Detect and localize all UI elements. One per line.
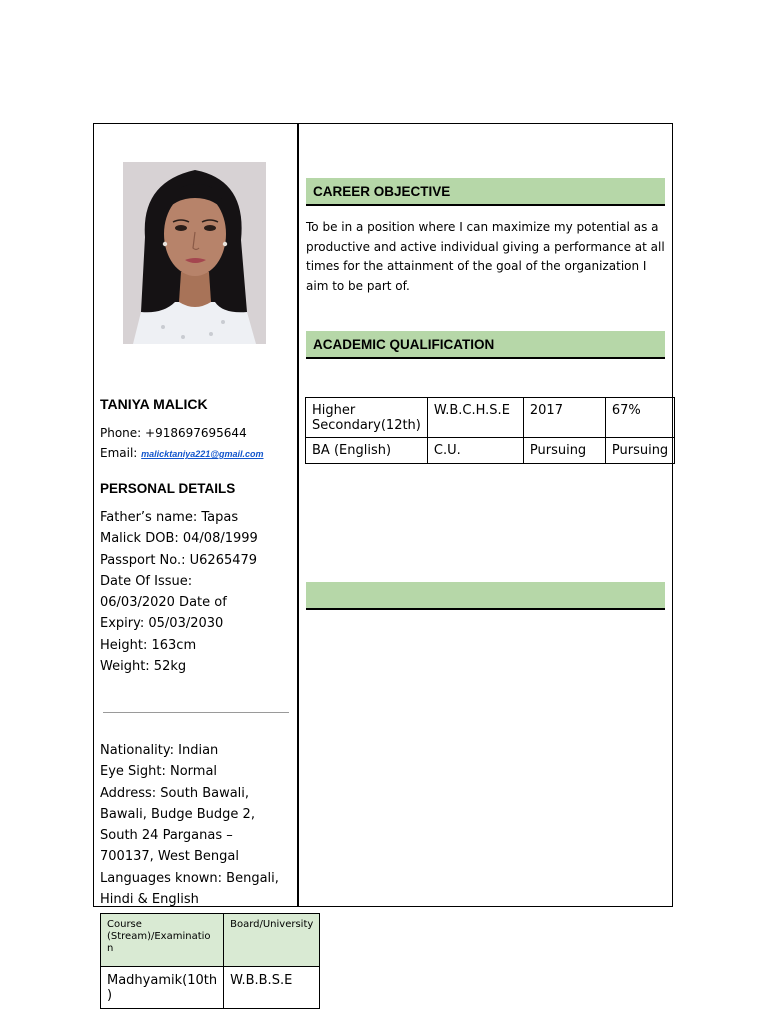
personal-line: Address: South Bawali, (100, 785, 250, 801)
table-cell: Madhyamik(10th ) (101, 967, 224, 1009)
table-cell: BA (English) (306, 438, 428, 464)
table-header-cell: Course (Stream)/Examinatio n (101, 914, 224, 967)
personal-details-block-2 (100, 740, 290, 910)
column-divider (297, 123, 299, 907)
career-objective-header (306, 178, 665, 206)
table-cell: W.B.B.S.E (224, 967, 320, 1009)
table-header-cell: Board/University (224, 914, 320, 967)
personal-details-title: PERSONAL DETAILS (100, 481, 236, 496)
academic-qualification-header (306, 331, 665, 359)
table-cell: Pursuing (523, 438, 605, 464)
personal-details-block (100, 507, 290, 677)
personal-line: 700137, West Bengal (100, 849, 239, 865)
table-cell: C.U. (427, 438, 523, 464)
personal-line: Malick DOB: 04/08/1999 (100, 531, 258, 547)
career-objective-title: CAREER OBJECTIVE (313, 184, 451, 199)
email-row (100, 446, 264, 460)
personal-line: Eye Sight: Normal (100, 764, 218, 780)
table-cell: Higher Secondary(12th) (306, 398, 428, 438)
table-row (306, 398, 675, 438)
personal-line: Father’s name: Tapas (100, 510, 239, 525)
personal-line: Height: 163cm (100, 637, 197, 653)
personal-line: Hindi & English (100, 892, 199, 908)
career-objective-text: To be in a position where I can maximize my potential as a productive and active individual giving a performance at all times for the attainment of the goal of the organization I aim to be part of. (306, 220, 665, 293)
secondary-education-table (100, 913, 320, 1009)
academic-table (305, 397, 675, 464)
table-row (101, 967, 320, 1009)
table-cell: Pursuing (605, 438, 674, 464)
table-row (306, 438, 675, 464)
table-cell: 2017 (523, 398, 605, 438)
personal-line: Bawali, Budge Budge 2, (100, 806, 255, 822)
email-link[interactable]: malicktaniya221@gmail.com (141, 449, 264, 459)
personal-line: Nationality: Indian (100, 743, 219, 758)
separator-line (103, 712, 289, 713)
profile-photo (123, 162, 266, 344)
personal-line: Passport No.: U6265479 (100, 552, 258, 568)
table-header-row (101, 914, 320, 967)
table-cell: W.B.C.H.S.E (427, 398, 523, 438)
email-label: Email: (100, 446, 138, 460)
candidate-name: TANIYA MALICK (100, 396, 208, 412)
personal-line: 06/03/2020 Date of (100, 595, 227, 611)
personal-line: Weight: 52kg (100, 659, 187, 675)
personal-line: Languages known: Bengali, (100, 870, 279, 886)
empty-section-header (306, 582, 665, 610)
personal-line: Expiry: 05/03/2030 (100, 616, 224, 632)
academic-qualification-title: ACADEMIC QUALIFICATION (313, 337, 495, 352)
table-cell: 67% (605, 398, 674, 438)
personal-line: South 24 Parganas – (100, 828, 233, 844)
personal-line: Date Of Issue: (100, 573, 193, 589)
phone-number: Phone: +918697695644 (100, 426, 247, 440)
